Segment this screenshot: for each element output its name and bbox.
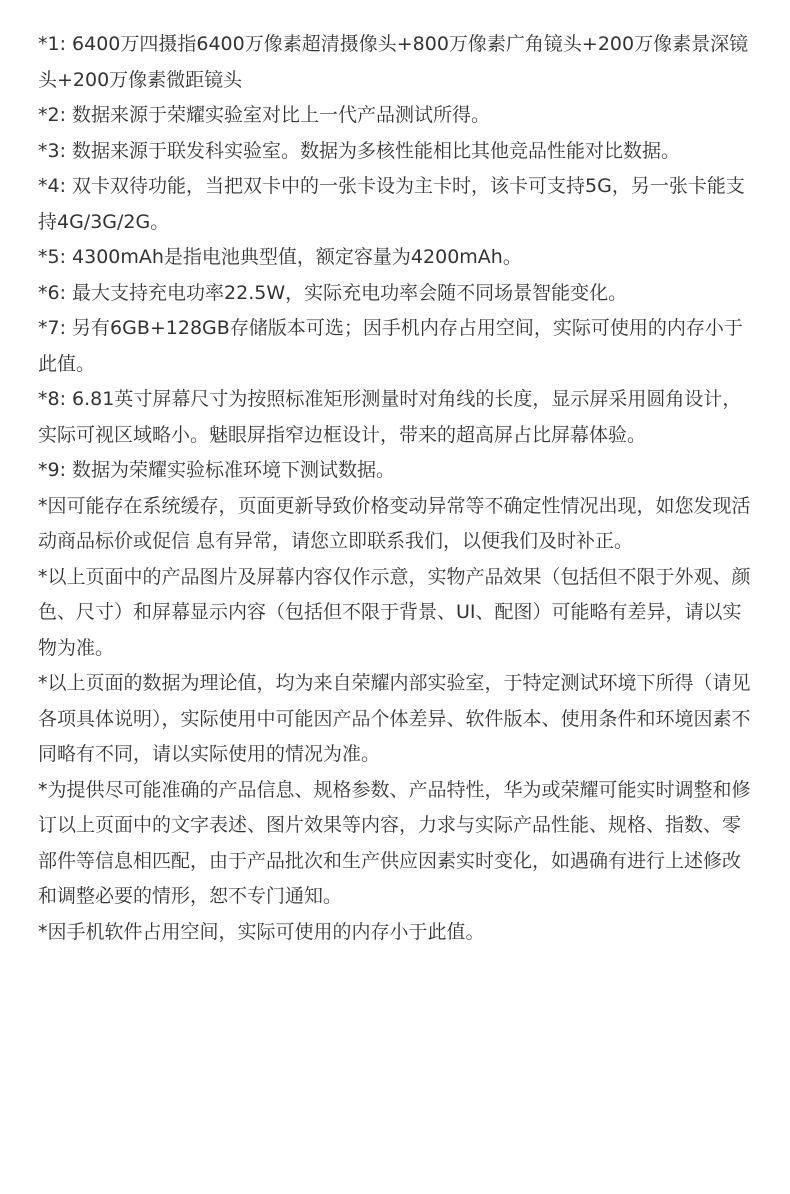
- note-image-illustration: *以上页面中的产品图片及屏幕内容仅作示意，实物产品效果（包括但不限于外观、颜色、尺寸）和屏幕显示内容（包括但不限于背景、UI、配图）可能略有差异，请以实物为准。: [38, 565, 751, 659]
- note-8: *8: 6.81英寸屏幕尺寸为按照标准矩形测量时对角线的长度，显示屏采用圆角设计，实际可视区域略小。魅眼屏指窄边框设计，带来的超高屏占比屏幕体验。: [38, 388, 742, 446]
- note-content-revision: *为提供尽可能准确的产品信息、规格参数、产品特性，华为或荣耀可能实时调整和修订以上页面中的文字表述、图片效果等内容，力求与实际产品性能、规格、指数、零部件等信息相匹配，由于产品批次和生产供应因素实时变化，如遇确有进行上述修改和调整必要的情形，恕不专门通知。: [38, 778, 751, 907]
- note-storage-space: *因手机软件占用空间，实际可使用的内存小于此值。: [38, 920, 485, 943]
- note-6: *6: 最大支持充电功率22.5W，实际充电功率会随不同场景智能变化。: [38, 281, 628, 304]
- note-7: *7: 另有6GB+128GB存储版本可选；因手机内存占用空间，实际可使用的内存小于此值。: [38, 317, 743, 375]
- note-3: *3: 数据来源于联发科实验室。数据为多核性能相比其他竞品性能对比数据。: [38, 139, 681, 162]
- note-4: *4: 双卡双待功能，当把双卡中的一张卡设为主卡时，该卡可支持5G，另一张卡能支持4G/3G/2G。: [38, 175, 745, 233]
- disclaimer-notes: [38, 27, 754, 950]
- note-2: *2: 数据来源于荣耀实验室对比上一代产品测试所得。: [38, 104, 491, 126]
- note-9: *9: 数据为荣耀实验标准环境下测试数据。: [38, 459, 396, 481]
- note-5: *5: 4300mAh是指电池典型值，额定容量为4200mAh。: [38, 246, 522, 268]
- note-theoretical-data: *以上页面的数据为理论值，均为来自荣耀内部实验室，于特定测试环境下所得（请见各项具体说明），实际使用中可能因产品个体差异、软件版本、使用条件和环境因素不同略有不同，请以实际使用的情况为准。: [38, 672, 751, 765]
- note-cache-price: *因可能存在系统缓存，页面更新导致价格变动异常等不确定性情况出现，如您发现活动商品标价或促信 息有异常，请您立即联系我们，以便我们及时补正。: [38, 494, 751, 552]
- note-1: *1: 6400万四摄指6400万像素超清摄像头+800万像素广角镜头+200万像素景深镜头+200万像素微距镜头: [38, 33, 749, 91]
